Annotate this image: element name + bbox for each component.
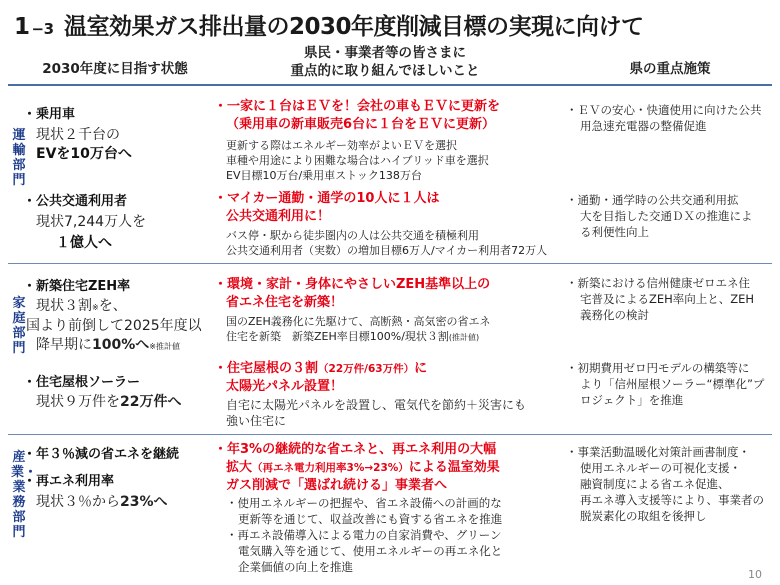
policy-industry-line3: 融資制度による省エネ促進、 xyxy=(580,477,730,491)
action-zeh-line2: 省エネ住宅を新築！ xyxy=(226,295,344,310)
policy-transport-dx-line2: 大を目指した交通ＤＸの推進によ xyxy=(580,209,753,223)
detail-commute-line2: 公共交通利用者（実数）の増加目標6万人/マイカー利用者72万人 xyxy=(226,244,548,257)
goal-zeh-title: ・新築住宅ZEH率 xyxy=(23,279,131,294)
policy-transport-dx-line3: る利便性向上 xyxy=(580,225,649,239)
policy-zeh-line1: ・新築における信州健康ゼロエネ住 xyxy=(566,276,750,290)
header-citizen-actions-line1: 県民・事業者等の皆さまに xyxy=(304,45,466,61)
title-subnumber: −3 xyxy=(31,20,54,38)
policy-industry-line4: 再エネ導入支援等により、事業者の xyxy=(580,493,764,507)
goal-solar-title: ・住宅屋根ソーラー xyxy=(23,375,141,390)
action-ev-line1: ・一家に１台はＥＶを！会社の車もＥＶに更新を xyxy=(214,99,501,114)
goal-car-current: 現状２千台の xyxy=(36,127,120,143)
title-number: 1 xyxy=(14,14,30,40)
action-ev-line2: （乗用車の新車販売6台に１台をＥＶに更新） xyxy=(226,117,496,132)
policy-solar-line2: より「信州屋根ソーラー“標準化”プ xyxy=(580,377,765,391)
detail-commute-line1: バス停・駅から徒歩圏内の人は公共交通を積極利用 xyxy=(226,229,479,242)
policy-zeh-line2: 宅普及によるZEH率向上と、ZEH xyxy=(580,292,755,306)
header-target-state: 2030年度に目指す状態 xyxy=(42,61,188,77)
header-divider xyxy=(8,84,772,86)
page-title xyxy=(14,8,644,41)
policy-industry-line2: 使用エネルギーの可視化支援・ xyxy=(580,461,741,475)
action-industry-line2: 拡大（再エネ電力利用率3%→23%）による温室効果 xyxy=(226,460,500,475)
goal-public-transport-current: 現状7,244万人を xyxy=(36,214,147,230)
goal-renewable-current: 現状３％から23%へ xyxy=(36,494,168,510)
goal-car-target: EVを10万台へ xyxy=(36,146,132,162)
title-text: 温室効果ガス排出量の2030年度削減目標の実現に向けて xyxy=(64,14,644,40)
detail-ev-line3: EV目標10万台/乗用車ストック138万台 xyxy=(226,169,422,182)
category-household: 家庭部門 xyxy=(12,296,26,356)
action-solar-line2: 太陽光パネル設置！ xyxy=(226,379,344,394)
goal-renewable-title: ・再エネ利用率 xyxy=(23,474,115,489)
policy-industry-line1: ・事業活動温暖化対策計画書制度・ xyxy=(566,445,750,459)
action-solar-line1: ・住宅屋根の３割（22万件/63万件）に xyxy=(214,361,428,376)
detail-ev-line1: 更新する際はエネルギー効率がよいＥＶを選択 xyxy=(226,139,457,152)
action-zeh-line1: ・環境・家計・身体にやさしいZEH基準以上の xyxy=(214,277,491,292)
detail-industry-line3: ・再エネ設備導入による電力の自家消費や、グリーン xyxy=(226,528,502,542)
detail-zeh-line2: 住宅を新築 新築ZEH率目標100%/現状３割(推計値) xyxy=(226,330,480,343)
detail-solar-line2: 強い住宅に xyxy=(226,414,287,428)
detail-ev-line2: 車種や用途により困難な場合はハイブリッド車を選択 xyxy=(226,154,489,167)
policy-industry-line5: 脱炭素化の取組を後押し xyxy=(580,509,707,523)
detail-industry-line5: 企業価値の向上を推進 xyxy=(238,560,353,574)
action-commute-line2: 公共交通利用に！ xyxy=(226,209,331,224)
header-prefecture-policy: 県の重点施策 xyxy=(629,61,711,77)
goal-public-transport-target: １億人へ xyxy=(56,235,112,251)
policy-solar-line1: ・初期費用ゼロ円モデルの構築等に xyxy=(566,361,750,375)
goal-zeh-current: 現状３割※を、 xyxy=(36,298,127,314)
policy-solar-line3: ロジェクト」を推進 xyxy=(580,393,684,407)
detail-industry-line2: 更新等を通じて、収益改善にも資する省エネを推進 xyxy=(238,512,503,526)
goal-zeh-line2: 国より前倒して2025年度以 xyxy=(26,318,202,334)
policy-transport-dx-line1: ・通勤・通学時の公共交通利用拡 xyxy=(566,193,739,207)
goal-energy-saving: ・年３％減の省エネを継続 xyxy=(23,447,180,462)
action-industry-line1: ・年3%の継続的な省エネと、再エネ利用の大幅 xyxy=(214,442,497,457)
page-number: 10 xyxy=(748,568,762,581)
detail-industry-line4: 電気購入等を通じて、使用エネルギーの再エネ化と xyxy=(238,544,503,558)
action-industry-line3: ガス削減で「選ばれ続ける」事業者へ xyxy=(226,478,448,493)
policy-charger-line2: 用急速充電器の整備促進 xyxy=(580,119,707,133)
action-commute-line1: ・マイカー通勤・通学の10人に１人は xyxy=(214,191,440,206)
section-divider-1 xyxy=(8,263,772,264)
detail-zeh-line1: 国のZEH義務化に先駆けて、高断熱・高気密の省エネ xyxy=(226,315,491,328)
category-industry: 産業・業務部門 xyxy=(11,450,38,540)
goal-public-transport-title: ・公共交通利用者 xyxy=(23,194,128,209)
goal-car-title: ・乗用車 xyxy=(23,107,76,122)
policy-zeh-line3: 義務化の検討 xyxy=(580,308,649,322)
policy-charger-line1: ・ＥＶの安心・快適使用に向けた公共 xyxy=(566,103,762,117)
section-divider-2 xyxy=(8,434,772,435)
goal-solar-current: 現状９万件を22万件へ xyxy=(36,394,182,410)
category-transport: 運輸部門 xyxy=(12,128,26,188)
goal-zeh-line3: 降早期に100%へ※推計値 xyxy=(36,337,180,353)
detail-industry-line1: ・使用エネルギーの把握や、省エネ設備への計画的な xyxy=(226,496,502,510)
detail-solar-line1: 自宅に太陽光パネルを設置し、電気代を節約＋災害にも xyxy=(226,398,527,412)
header-citizen-actions-line2: 重点的に取り組んでほしいこと xyxy=(290,63,480,79)
